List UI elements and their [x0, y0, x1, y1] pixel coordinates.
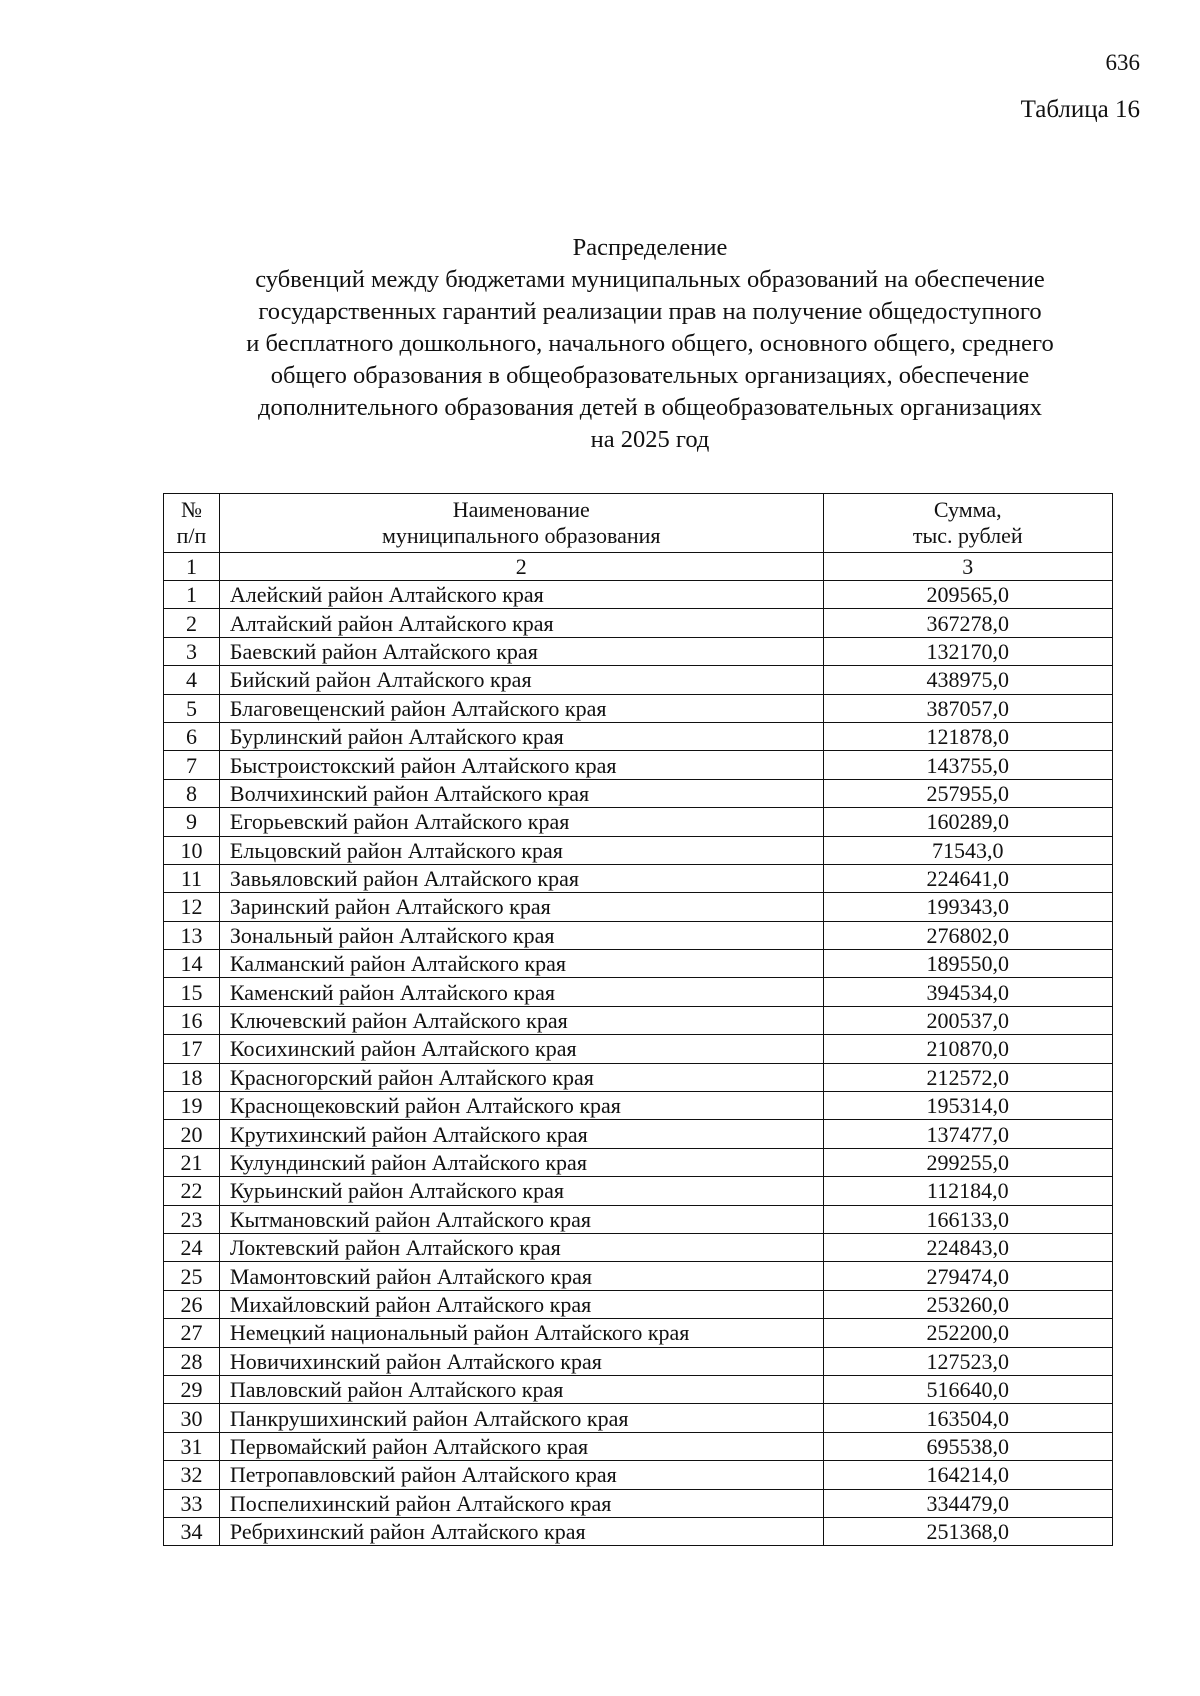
header-name — [219, 494, 823, 553]
title-line: дополнительного образования детей в общеобразовательных организациях — [258, 394, 1042, 421]
row-number: 25 — [164, 1262, 220, 1290]
amount-value: 387057,0 — [823, 694, 1112, 722]
table-row — [164, 694, 1113, 722]
table-row — [164, 1063, 1113, 1091]
amount-value: 127523,0 — [823, 1347, 1112, 1375]
title-line: общего образования в общеобразовательных организациях, обеспечение — [270, 362, 1030, 389]
table-row — [164, 921, 1113, 949]
amount-value: 253260,0 — [823, 1290, 1112, 1318]
table-row — [164, 751, 1113, 779]
amount-value: 112184,0 — [823, 1177, 1112, 1205]
municipality-name: Волчихинский район Алтайского края — [219, 779, 823, 807]
table-row — [164, 1404, 1113, 1432]
municipality-name: Бурлинский район Алтайского края — [219, 722, 823, 750]
page-number: 636 — [1105, 50, 1140, 75]
table-row — [164, 1092, 1113, 1120]
row-number: 11 — [164, 864, 220, 892]
municipality-name: Михайловский район Алтайского края — [219, 1290, 823, 1318]
amount-value: 276802,0 — [823, 921, 1112, 949]
municipality-name: Ельцовский район Алтайского края — [219, 836, 823, 864]
table-row — [164, 581, 1113, 609]
header-number-line1: № — [180, 497, 202, 522]
row-number: 10 — [164, 836, 220, 864]
amount-value: 143755,0 — [823, 751, 1112, 779]
municipality-name: Петропавловский район Алтайского края — [219, 1461, 823, 1489]
amount-value: 224843,0 — [823, 1233, 1112, 1261]
table-row — [164, 1375, 1113, 1403]
amount-value: 367278,0 — [823, 609, 1112, 637]
row-number: 26 — [164, 1290, 220, 1318]
amount-value: 71543,0 — [823, 836, 1112, 864]
amount-value: 200537,0 — [823, 1006, 1112, 1034]
municipality-name: Кытмановский район Алтайского края — [219, 1205, 823, 1233]
table-row — [164, 609, 1113, 637]
amount-value: 252200,0 — [823, 1319, 1112, 1347]
municipality-name: Красногорский район Алтайского края — [219, 1063, 823, 1091]
table-row — [164, 978, 1113, 1006]
title-line: на 2025 год — [590, 426, 710, 453]
table-row — [164, 1262, 1113, 1290]
amount-value: 695538,0 — [823, 1432, 1112, 1460]
municipality-name: Алейский район Алтайского края — [219, 581, 823, 609]
municipality-name: Егорьевский район Алтайского края — [219, 808, 823, 836]
municipality-name: Калманский район Алтайского края — [219, 950, 823, 978]
table-row — [164, 1233, 1113, 1261]
amount-value: 438975,0 — [823, 666, 1112, 694]
title-line: субвенций между бюджетами муниципальных образований на обеспечение — [255, 266, 1045, 293]
amount-value: 299255,0 — [823, 1148, 1112, 1176]
document-title — [150, 232, 1150, 456]
row-number: 32 — [164, 1461, 220, 1489]
municipality-name: Локтевский район Алтайского края — [219, 1233, 823, 1261]
column-index: 3 — [823, 553, 1112, 581]
municipality-name: Первомайский район Алтайского края — [219, 1432, 823, 1460]
row-number: 2 — [164, 609, 220, 637]
table-body — [164, 581, 1113, 1546]
row-number: 14 — [164, 950, 220, 978]
distribution-table — [163, 493, 1113, 1546]
table-row — [164, 666, 1113, 694]
table-row — [164, 864, 1113, 892]
row-number: 33 — [164, 1489, 220, 1517]
row-number: 6 — [164, 722, 220, 750]
municipality-name: Немецкий национальный район Алтайского края — [219, 1319, 823, 1347]
amount-value: 279474,0 — [823, 1262, 1112, 1290]
table-row — [164, 893, 1113, 921]
municipality-name: Алтайский район Алтайского края — [219, 609, 823, 637]
table-row — [164, 1177, 1113, 1205]
row-number: 17 — [164, 1035, 220, 1063]
table-row — [164, 1319, 1113, 1347]
row-number: 20 — [164, 1120, 220, 1148]
amount-value: 209565,0 — [823, 581, 1112, 609]
header-name-line1: Наименование — [452, 497, 590, 522]
column-index: 2 — [219, 553, 823, 581]
row-number: 7 — [164, 751, 220, 779]
row-number: 9 — [164, 808, 220, 836]
municipality-name: Бийский район Алтайского края — [219, 666, 823, 694]
municipality-name: Баевский район Алтайского края — [219, 637, 823, 665]
row-number: 13 — [164, 921, 220, 949]
header-sum-line1: Сумма, — [933, 497, 1002, 522]
row-number: 8 — [164, 779, 220, 807]
title-line: и бесплатного дошкольного, начального общего, основного общего, среднего — [246, 330, 1054, 357]
municipality-name: Завьяловский район Алтайского края — [219, 864, 823, 892]
table-row — [164, 1148, 1113, 1176]
amount-value: 199343,0 — [823, 893, 1112, 921]
title-line: государственных гарантий реализации прав на получение общедоступного — [258, 298, 1042, 325]
amount-value: 163504,0 — [823, 1404, 1112, 1432]
row-number: 30 — [164, 1404, 220, 1432]
row-number: 28 — [164, 1347, 220, 1375]
amount-value: 166133,0 — [823, 1205, 1112, 1233]
column-index: 1 — [164, 553, 220, 581]
table-row — [164, 779, 1113, 807]
table-row — [164, 950, 1113, 978]
municipality-name: Ключевский район Алтайского края — [219, 1006, 823, 1034]
municipality-name: Панкрушихинский район Алтайского края — [219, 1404, 823, 1432]
amount-value: 224641,0 — [823, 864, 1112, 892]
table-row — [164, 722, 1113, 750]
amount-value: 251368,0 — [823, 1517, 1112, 1545]
row-number: 5 — [164, 694, 220, 722]
municipality-name: Кулундинский район Алтайского края — [219, 1148, 823, 1176]
table-row — [164, 836, 1113, 864]
amount-value: 189550,0 — [823, 950, 1112, 978]
amount-value: 516640,0 — [823, 1375, 1112, 1403]
municipality-name: Краснощековский район Алтайского края — [219, 1092, 823, 1120]
table-row — [164, 1205, 1113, 1233]
row-number: 22 — [164, 1177, 220, 1205]
row-number: 23 — [164, 1205, 220, 1233]
municipality-name: Курьинский район Алтайского края — [219, 1177, 823, 1205]
municipality-name: Косихинский район Алтайского края — [219, 1035, 823, 1063]
municipality-name: Быстроистокский район Алтайского края — [219, 751, 823, 779]
row-number: 3 — [164, 637, 220, 665]
municipality-name: Новичихинский район Алтайского края — [219, 1347, 823, 1375]
table-row — [164, 1006, 1113, 1034]
header-sum — [823, 494, 1112, 553]
amount-value: 195314,0 — [823, 1092, 1112, 1120]
table-row — [164, 1517, 1113, 1545]
amount-value: 394534,0 — [823, 978, 1112, 1006]
municipality-name: Поспелихинский район Алтайского края — [219, 1489, 823, 1517]
row-number: 1 — [164, 581, 220, 609]
table-row — [164, 1035, 1113, 1063]
municipality-name: Ребрихинский район Алтайского края — [219, 1517, 823, 1545]
amount-value: 132170,0 — [823, 637, 1112, 665]
amount-value: 137477,0 — [823, 1120, 1112, 1148]
table-row — [164, 1290, 1113, 1318]
header-name-line2: муниципального образования — [381, 523, 661, 548]
amount-value: 257955,0 — [823, 779, 1112, 807]
municipality-name: Благовещенский район Алтайского края — [219, 694, 823, 722]
table-label: Таблица 16 — [1020, 96, 1140, 123]
table-row — [164, 808, 1113, 836]
amount-value: 160289,0 — [823, 808, 1112, 836]
row-number: 4 — [164, 666, 220, 694]
row-number: 15 — [164, 978, 220, 1006]
row-number: 21 — [164, 1148, 220, 1176]
amount-value: 334479,0 — [823, 1489, 1112, 1517]
municipality-name: Крутихинский район Алтайского края — [219, 1120, 823, 1148]
row-number: 27 — [164, 1319, 220, 1347]
header-sum-line2: тыс. рублей — [912, 523, 1023, 548]
header-number — [164, 494, 220, 553]
municipality-name: Зональный район Алтайского края — [219, 921, 823, 949]
municipality-name: Каменский район Алтайского края — [219, 978, 823, 1006]
amount-value: 164214,0 — [823, 1461, 1112, 1489]
row-number: 24 — [164, 1233, 220, 1261]
municipality-name: Заринский район Алтайского края — [219, 893, 823, 921]
amount-value: 212572,0 — [823, 1063, 1112, 1091]
amount-value: 210870,0 — [823, 1035, 1112, 1063]
table-header-row — [164, 494, 1113, 553]
table-row — [164, 1432, 1113, 1460]
row-number: 12 — [164, 893, 220, 921]
row-number: 18 — [164, 1063, 220, 1091]
table-row — [164, 1461, 1113, 1489]
table-row — [164, 1347, 1113, 1375]
municipality-name: Мамонтовский район Алтайского края — [219, 1262, 823, 1290]
row-number: 29 — [164, 1375, 220, 1403]
table-row — [164, 1489, 1113, 1517]
title-line: Распределение — [572, 234, 728, 261]
row-number: 34 — [164, 1517, 220, 1545]
header-number-line2: п/п — [176, 523, 207, 548]
amount-value: 121878,0 — [823, 722, 1112, 750]
table-row — [164, 1120, 1113, 1148]
row-number: 19 — [164, 1092, 220, 1120]
column-index-row — [164, 553, 1113, 581]
row-number: 16 — [164, 1006, 220, 1034]
municipality-name: Павловский район Алтайского края — [219, 1375, 823, 1403]
row-number: 31 — [164, 1432, 220, 1460]
table-row — [164, 637, 1113, 665]
